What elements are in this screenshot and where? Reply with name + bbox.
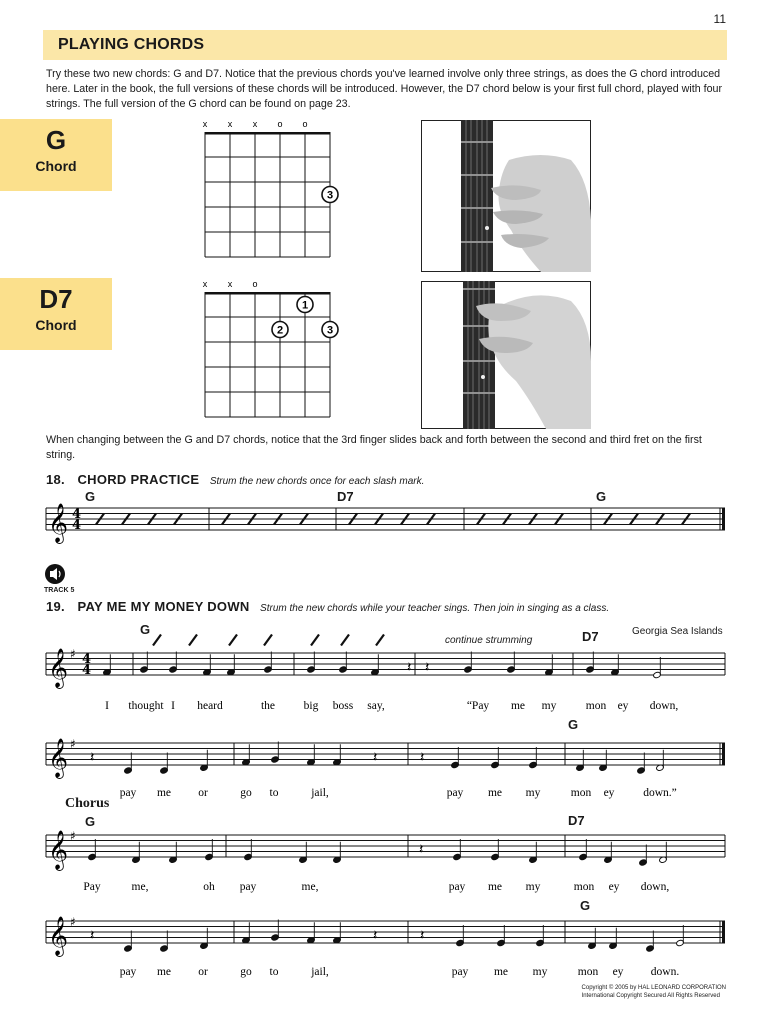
- ex19-l4-chord-1: G: [580, 898, 591, 913]
- ex19-line3-lyric: down,: [640, 881, 670, 893]
- tip-paragraph: When changing between the G and D7 chords, notice that the 3rd finger slides back and forth between the second and third fret on the first string.: [46, 434, 702, 461]
- song-origin: Georgia Sea Islands: [632, 626, 723, 637]
- ex19-line4-lyric: me: [493, 966, 509, 978]
- ex19-staff-2-final-thick: [722, 743, 725, 765]
- ex19-l2-chord-1: G: [568, 717, 579, 732]
- ex19-line2-lyric: or: [198, 787, 208, 799]
- ex19-line4-lyric: my: [532, 966, 548, 978]
- quarter-rest: 𝄽: [420, 749, 425, 766]
- ex19-line1-lyric: say,: [367, 700, 385, 712]
- ex19-line2-lyric: to: [269, 787, 279, 799]
- key-sharp: ♯: [70, 737, 76, 751]
- ex19-l3-chord-2: D7: [568, 813, 585, 828]
- section-title: PLAYING CHORDS: [58, 36, 205, 53]
- d7-chord-finger-number: 1: [301, 299, 309, 312]
- ex19-line3-lyric: pay: [448, 881, 466, 893]
- ex19-line4-lyric: mon: [577, 966, 599, 978]
- ex19-line2-lyric: pay: [119, 787, 137, 799]
- key-sharp: ♯: [70, 647, 76, 661]
- ex19-line2-lyric: go: [240, 787, 252, 799]
- ex19-l3-chord-1: G: [85, 814, 96, 829]
- ex19-line3-lyric: me,: [301, 881, 319, 893]
- ex19-line4-lyric: or: [198, 966, 208, 978]
- ex19-line3-lyric: ey: [608, 881, 620, 893]
- quarter-rest: 𝄽: [373, 927, 378, 944]
- ex18-chord-2: D7: [337, 489, 354, 504]
- ex19-line4-lyric: pay: [451, 966, 469, 978]
- ex19-line2-lyric: my: [525, 787, 541, 799]
- page-number: 11: [713, 12, 726, 26]
- ex18-instruction: Strum the new chords once for each slash mark.: [209, 476, 425, 487]
- continue-strumming-marking: continue strumming: [445, 635, 533, 646]
- ex19-line2-lyric: me: [487, 787, 503, 799]
- ex19-line1-lyric: I: [105, 700, 109, 712]
- ex19-line1-lyric: thought: [128, 700, 164, 712]
- ex19-line1-lyric: down,: [649, 700, 679, 712]
- ex19-instruction: Strum the new chords while your teacher sings. Then join in singing as a class.: [260, 603, 610, 614]
- treble-clef: 𝄞: [48, 916, 69, 956]
- ex19-title: PAY ME MY MONEY DOWN: [77, 599, 250, 614]
- time-signature-digit: 4: [72, 518, 82, 533]
- ex19-staff-4-final-thick: [722, 921, 725, 943]
- ex19-line1-lyric: boss: [332, 700, 354, 712]
- ex18-title: CHORD PRACTICE: [77, 472, 200, 487]
- key-sharp: ♯: [70, 915, 76, 929]
- ex19-line4-lyric: me: [156, 966, 172, 978]
- ex18-staff-final-thick: [722, 508, 725, 530]
- d7-chord-label: Chord: [35, 317, 77, 333]
- strum-slash: [189, 635, 197, 646]
- ex19-line4-lyric: pay: [119, 966, 137, 978]
- time-signature-digit: 4: [72, 507, 82, 522]
- g-chord-name: G: [45, 125, 67, 155]
- g-chord-string-mark: x: [202, 119, 208, 129]
- quarter-rest: 𝄽: [420, 927, 425, 944]
- ex19-line2-lyric: pay: [446, 787, 464, 799]
- time-signature-digit: 4: [82, 663, 92, 678]
- quarter-rest: 𝄽: [373, 749, 378, 766]
- ex19-line3-lyric: mon: [573, 881, 595, 893]
- ex18-number: 18.: [46, 472, 65, 487]
- g-chord-string-mark: o: [302, 119, 308, 129]
- ex19-line2-lyric: me: [156, 787, 172, 799]
- copyright-line-2: International Copyright Secured All Rights Reserved: [581, 993, 720, 999]
- ex19-l1-chord-2: D7: [582, 629, 599, 644]
- ex19-line3-lyric: oh: [203, 881, 215, 893]
- ex19-line3-lyric: me,: [131, 881, 149, 893]
- quarter-rest: 𝄽: [419, 841, 424, 858]
- ex19-line4-lyric: down.: [650, 966, 680, 978]
- quarter-rest: 𝄽: [407, 659, 412, 676]
- strum-slash: [311, 635, 319, 646]
- treble-clef: 𝄞: [48, 648, 69, 688]
- treble-clef: 𝄞: [48, 503, 69, 543]
- ex19-line3-lyric: pay: [239, 881, 257, 893]
- d7-chord-finger-number: 2: [276, 324, 284, 337]
- track-label: TRACK 5: [44, 587, 75, 594]
- chorus-label: Chorus: [65, 796, 110, 811]
- copyright-notice: [582, 984, 726, 1000]
- ex19-line1-lyric: mon: [585, 700, 607, 712]
- d7-chord-string-mark: x: [227, 279, 233, 289]
- strum-slash: [153, 635, 161, 646]
- ex19-line1-lyric: my: [541, 700, 557, 712]
- quarter-rest: 𝄽: [90, 749, 95, 766]
- ex19-line4-lyric: go: [240, 966, 252, 978]
- d7-chord-name: D7: [39, 284, 73, 314]
- strum-slash: [264, 635, 272, 646]
- ex19-line2-lyric: mon: [570, 787, 592, 799]
- ex19-line4-lyric: jail,: [311, 966, 329, 978]
- ex19-line1-lyric: me: [510, 700, 526, 712]
- ex19-line3-lyric: my: [525, 881, 541, 893]
- d7-chord-finger-number: 3: [326, 324, 334, 337]
- ex18-chord-3: G: [596, 489, 607, 504]
- strum-slash: [341, 635, 349, 646]
- ex18-chord-1: G: [85, 489, 96, 504]
- g-chord-finger-number: 3: [326, 189, 334, 202]
- ex19-line1-lyric: “Pay: [466, 700, 490, 712]
- g-chord-string-mark: x: [252, 119, 258, 129]
- ex19-l1-chord-1: G: [140, 622, 151, 637]
- ex19-line4-lyric: ey: [612, 966, 624, 978]
- ex19-number: 19.: [46, 599, 65, 614]
- treble-clef: 𝄞: [48, 738, 69, 778]
- quarter-rest: 𝄽: [90, 927, 95, 944]
- ex19-line2-lyric: ey: [603, 787, 615, 799]
- ex19-line1-lyric: big: [303, 700, 319, 712]
- ex19-line1-lyric: ey: [617, 700, 629, 712]
- ex19-line3-lyric: Pay: [83, 881, 101, 893]
- strum-slash: [229, 635, 237, 646]
- ex19-line1-lyric: I: [171, 700, 175, 712]
- g-chord-string-mark: o: [277, 119, 283, 129]
- strum-slash: [376, 635, 384, 646]
- intro-paragraph: Try these two new chords: G and D7. Notice that the previous chords you've learned involve only three strings, as does the G chord introduced here. Later in the book, the full versions of these chords will be introduced. However, the D7 chord below is your first full chord, played with four strings. The full version of the G chord can be found on page 23.: [46, 68, 723, 110]
- ex19-line2-lyric: down.”: [643, 787, 677, 799]
- key-sharp: ♯: [70, 829, 76, 843]
- g-chord-string-mark: x: [227, 119, 233, 129]
- g-chord-label: Chord: [35, 158, 77, 174]
- ex19-line4-lyric: to: [269, 966, 279, 978]
- quarter-rest: 𝄽: [425, 659, 430, 676]
- d7-chord-string-mark: o: [252, 279, 258, 289]
- d7-chord-string-mark: x: [202, 279, 208, 289]
- ex19-line1-lyric: heard: [197, 700, 223, 712]
- treble-clef: 𝄞: [48, 830, 69, 870]
- ex19-line1-lyric: the: [260, 700, 276, 712]
- time-signature-digit: 4: [82, 652, 92, 667]
- ex19-line3-lyric: me: [487, 881, 503, 893]
- copyright-line-1: Copyright © 2005 by HAL LEONARD CORPORATION: [581, 985, 726, 991]
- ex19-line2-lyric: jail,: [311, 787, 329, 799]
